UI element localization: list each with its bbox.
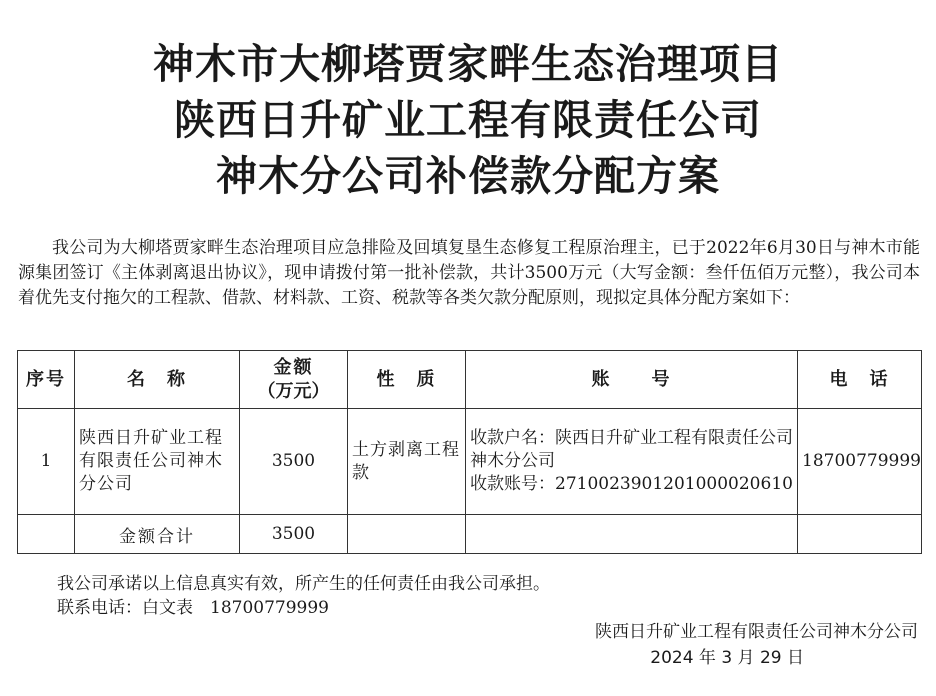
header-name: 名 称 (75, 351, 240, 409)
row-name: 陕西日升矿业工程有限责任公司神木分公司 (75, 409, 240, 515)
total-empty-account (466, 515, 798, 554)
document-title-line-3: 神木分公司补偿款分配方案 (216, 152, 720, 200)
allocation-table (17, 350, 922, 554)
total-empty-nature (348, 515, 466, 554)
header-nature: 性 质 (348, 351, 466, 409)
header-account: 账 号 (466, 351, 798, 409)
total-amount: 3500 (240, 515, 348, 554)
row-phone: 18700779999 (798, 409, 922, 515)
intro-paragraph: 我公司为大柳塔贾家畔生态治理项目应急排险及回填复垦生态修复工程原治理主，已于2022年6月30日与神木市能源集团签订《主体剥离退出协议》，现申请拨付第一批补偿款，共计3500万元（大写金额：叁仟伍佰万元整），我公司本着优先支付拖欠的工程款、借款、材料款、工资、税款等各类欠款分配原则，现拟定具体分配方案如下： (18, 238, 920, 308)
header-amount-label: 金额 (273, 356, 314, 378)
document-title-line-2: 陕西日升矿业工程有限责任公司 (174, 96, 762, 144)
row-amount: 3500 (240, 409, 348, 515)
row-account-holder: 收款户名：陕西日升矿业工程有限责任公司神木分公司 (470, 428, 793, 471)
table-total-row (18, 515, 922, 554)
table-header-row (18, 351, 922, 409)
table-row (18, 409, 922, 515)
row-nature: 土方剥离工程款 (348, 409, 466, 515)
total-empty-cell (18, 515, 75, 554)
row-seq: 1 (18, 409, 75, 515)
row-account-number: 收款账号：2710023901201000020610 (470, 474, 793, 494)
header-phone: 电 话 (798, 351, 922, 409)
promise-statement: 我公司承诺以上信息真实有效，所产生的任何责任由我公司承担。 (57, 574, 550, 594)
signature-company: 陕西日升矿业工程有限责任公司神木分公司 (595, 622, 918, 642)
signature-date: 2024 年 3 月 29 日 (650, 648, 804, 668)
header-amount-unit: （万元） (257, 380, 330, 402)
contact-phone: 联系电话：白文表 18700779999 (57, 598, 329, 618)
header-amount (240, 351, 348, 409)
row-account (466, 409, 798, 515)
total-label: 金额合计 (75, 515, 240, 554)
header-seq: 序号 (18, 351, 75, 409)
total-empty-phone (798, 515, 922, 554)
document-title-line-1: 神木市大柳塔贾家畔生态治理项目 (153, 40, 783, 88)
